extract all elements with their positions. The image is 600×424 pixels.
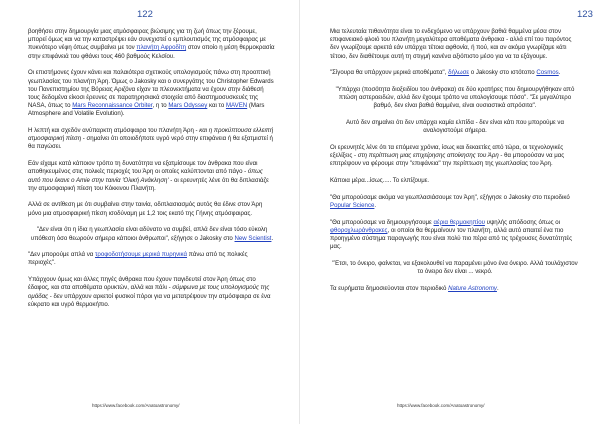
quote-paragraph: "Υπάρχει (ποσότητα διοξειδίου του άνθρακα) σε δύο κρατήρες που δημιουργήθηκαν από πτώση αστεροειδών, αλλά δεν έχουμε τρόπο να υπολογίσουμε πόσο". "Σε μεγαλύτερο βαθμό, δεν είναι βαθιά θαμμένα, είναι ουσιαστικά απρόσιτα".	[335, 86, 575, 110]
link-new-scientist[interactable]: New Scientist	[234, 234, 272, 242]
paragraph: "Θα μπορούσαμε να δημιουργήσουμε αέρια θερμοκηπίου υψηλής απόδοσης όπως οι φθοροχλωράνθρακες, οι οποίοι θα θερμαίνουν τον πλανήτη, αλλά αυτό απαιτεί ένα πιο προηγμένο σύστημα παραγωγής που είναι πολύ πιο πέρα από τις τρέχουσες δυνατότητές μας.	[330, 218, 573, 251]
page-body	[28, 28, 276, 317]
link-declared[interactable]: δήλωσε	[448, 69, 470, 77]
footer-url[interactable]: https://www.facebook.com/Anatoastronomy/	[92, 403, 180, 408]
page-body	[330, 28, 580, 302]
link-mars-reconnaissance-orbiter[interactable]: Mars Reconnaissance Orbiter	[72, 102, 153, 110]
paragraph: "Θα μπορούσαμε ακόμα να γεωπλασιάσουμε τον Άρη", εξήγησε ο Jakosky στο περιοδικό Popular Science.	[330, 193, 570, 210]
paragraph: Οι επιστήμονες έχουν κάνει και παλαιότερα σχετικούς υπολογισμούς πάνω στη προοπτική γεωπλασίας του πλανήτη Άρη. Όμως ο Jakosky και ο συνεργάτης του Christopher Edwards του Πανεπιστημίου της Βόρειας Αριζόνα είχαν τα πλεονεκτήματα να έχουν στην διάθεσή τους δεδομένα είκοσι έρευνες σε παρατηρησιακά στοιχεία από διαστημοσυσκευές της NASA, όπως το Mars Reconnaissance Orbiter, η το Mars Odyssey και το MAVEN (Mars Atmosphere and Volatile Evolution).	[28, 69, 274, 118]
paragraph: Κάποια μέρα...ίσως..... Το ελπίζουμε.	[330, 177, 430, 185]
link-greenhouse-gases[interactable]: αέρια θερμοκηπίου	[433, 218, 485, 226]
paragraph: "Δεν μπορούμε απλά να τροφοδοτήσουμε μερικά πυρηνικά πάνω από τις πολικές περιοχές".	[28, 251, 248, 267]
link-nature-astronomy[interactable]: Nature Astronomy	[448, 284, 497, 292]
footer-url[interactable]: https://www.facebook.com/Anatoastronomy/	[397, 403, 485, 408]
page-number: 123	[577, 9, 593, 20]
link-cosmos[interactable]: Cosmos	[536, 69, 559, 77]
page-number: 122	[137, 9, 153, 20]
paragraph: Υπάρχουν όμως και άλλες πηγές άνθρακα που έχουν παγιδευτεί στον Άρη όπως στο έδαφος, και στα αποθέματα ορυκτών, αλλά και πάλι - σύμφωνα με τους υπολογισμούς της ομάδας - δεν υπάρχουν αρκετοί φυσικοί πόροι για να μετατρέψουν την ατμόσφαιρα σε ένα εύκρατο και υγρό θερμοκήπιο.	[28, 276, 271, 308]
link-maven[interactable]: MAVEN	[225, 102, 248, 110]
link-venus[interactable]: πλανήτη Αφροδίτη	[136, 44, 187, 52]
paragraph: "Σίγουρα θα υπάρχουν μερικά αποθέματα", δήλωσε ο Jakosky στο ιστότοπο Cosmos.	[330, 69, 561, 77]
right-page	[300, 0, 600, 424]
paragraph: βοηθήσει στην δημιουργία μιας ατμόσφαιρας βιώσιμης για τη ζωή όπως την ξέρουμε, μπορεί όμως και να την καταστρέψει εάν συνεχιστεί ο εμπλουτισμός της ατμόσφαιρας με πυκνότερο νέφη όπως συμβαίνει με τον πλανήτη Αφροδίτη στον οποίο η μέση θερμοκρασία στην επιφάνειά του φθάνει τους 460 βαθμούς Κελσίου.	[28, 28, 275, 60]
paragraph: Εάν είχαμε κατά κάποιον τρόπο τη δυνατότητα να εξατμίσουμε τον άνθρακα που είναι αποθηκευμένος στις πολικές περιοχές του Άρη οι οποίες καλύπτονται από πάγο - όπως αυτό που έκανε ο Αmie στην ταινία 'Ολική Ανάκληση' - οι ερευνητές λένε ότι θα διπλασιάζε την ατμοσφαιρική πίεση του Κόκκινου Πλανήτη.	[28, 160, 269, 192]
link-cfcs[interactable]: φθοροχλωράνθρακες	[330, 226, 388, 234]
paragraph: Οι ερευνητές λένε ότι τα επόμενα χρόνια, ίσως και δεκαετίες από τώρα, οι τεχνολογικές εξελίξεις - στη περίπτωση μιας επιχείρησης αποίκησης του Άρη - θα μπορούσαν να μας επιτρέψουν να φέρουμε στην "επιφάνεια" την περίπτωση της γεωπλασίας του Άρη.	[330, 144, 565, 168]
link-popular-science[interactable]: Popular Science	[330, 202, 375, 210]
paragraph: Τα ευρήματα δημοσιεύονται στον περιοδικό Nature Astronomy.	[330, 284, 499, 292]
paragraph: Αυτό δεν σημαίνει ότι δεν υπάρχει καμία ελπίδα - δεν είναι κάτι που μπορούμε να αναλογιστούμε σήμερα.	[345, 119, 565, 135]
link-mars-odyssey[interactable]: Mars Odyssey	[168, 102, 208, 110]
paragraph: Μια τελευταία πιθανότητα είναι το ενδεχόμενο να υπάρχουν βαθιά θαμμένα μέσα στον επιφανειακό φλοιό του πλανήτη μεγαλύτερα αποθέματα άνθρακα - αλλά επί του παρόντος δεν γνωρίζουμε αρκετά εάν υπάρχει τέτοια αφθονία, ή πού, και αν ακόμα γνωρίζαμε κάτι τέτοιο, δεν διαθέτουμε αυτή τη στιγμή κανένα αξιόπιστο μέσο για να τα εξάγουμε.	[330, 28, 572, 60]
quote-paragraph: "Δεν είναι ότι η ίδια η γεωπλασία είναι αδύνατο να συμβεί, απλά δεν είναι τόσο εύκολη υπόθεση όσο θεωρούν σήμερα κάποιοι άνθρωποι", εξήγησε ο Jakosky στο New Scientist.	[30, 226, 274, 242]
paragraph: Αλλά σε αντίθεση με ότι συμβαίνει στην ταινία, οδιπλασιασμός αυτός θα έδινε στον Άρη μόνο μια ατμοσφαιρική πίεση ισοδύναμη με 1,2 τοις εκατό της Γήινης ατμόσφαιρας.	[28, 201, 263, 217]
link-nuclear[interactable]: τροφοδοτήσουμε μερικά πυρηνικά	[94, 251, 188, 259]
paragraph: Η λεπτή και σχεδόν ανύπαρκτη ατμόσφαιρα του πλανήτη Άρη - και η προκύπτουσα ελλειπή ατμοσφαιρική πίεση - σημαίνει ότι οποιοδήποτε υγρό νερό στην επιφάνεια ή θα εξατμιστεί ή θα παγώσει.	[28, 127, 274, 151]
paragraph: "Έτσι, το όνειρο, φαίνεται, να εξακολουθεί να παραμένει μόνο ένα όνειρο. Αλλά τουλάχιστον το όνειρο δεν είναι ... νεκρό.	[332, 260, 578, 276]
